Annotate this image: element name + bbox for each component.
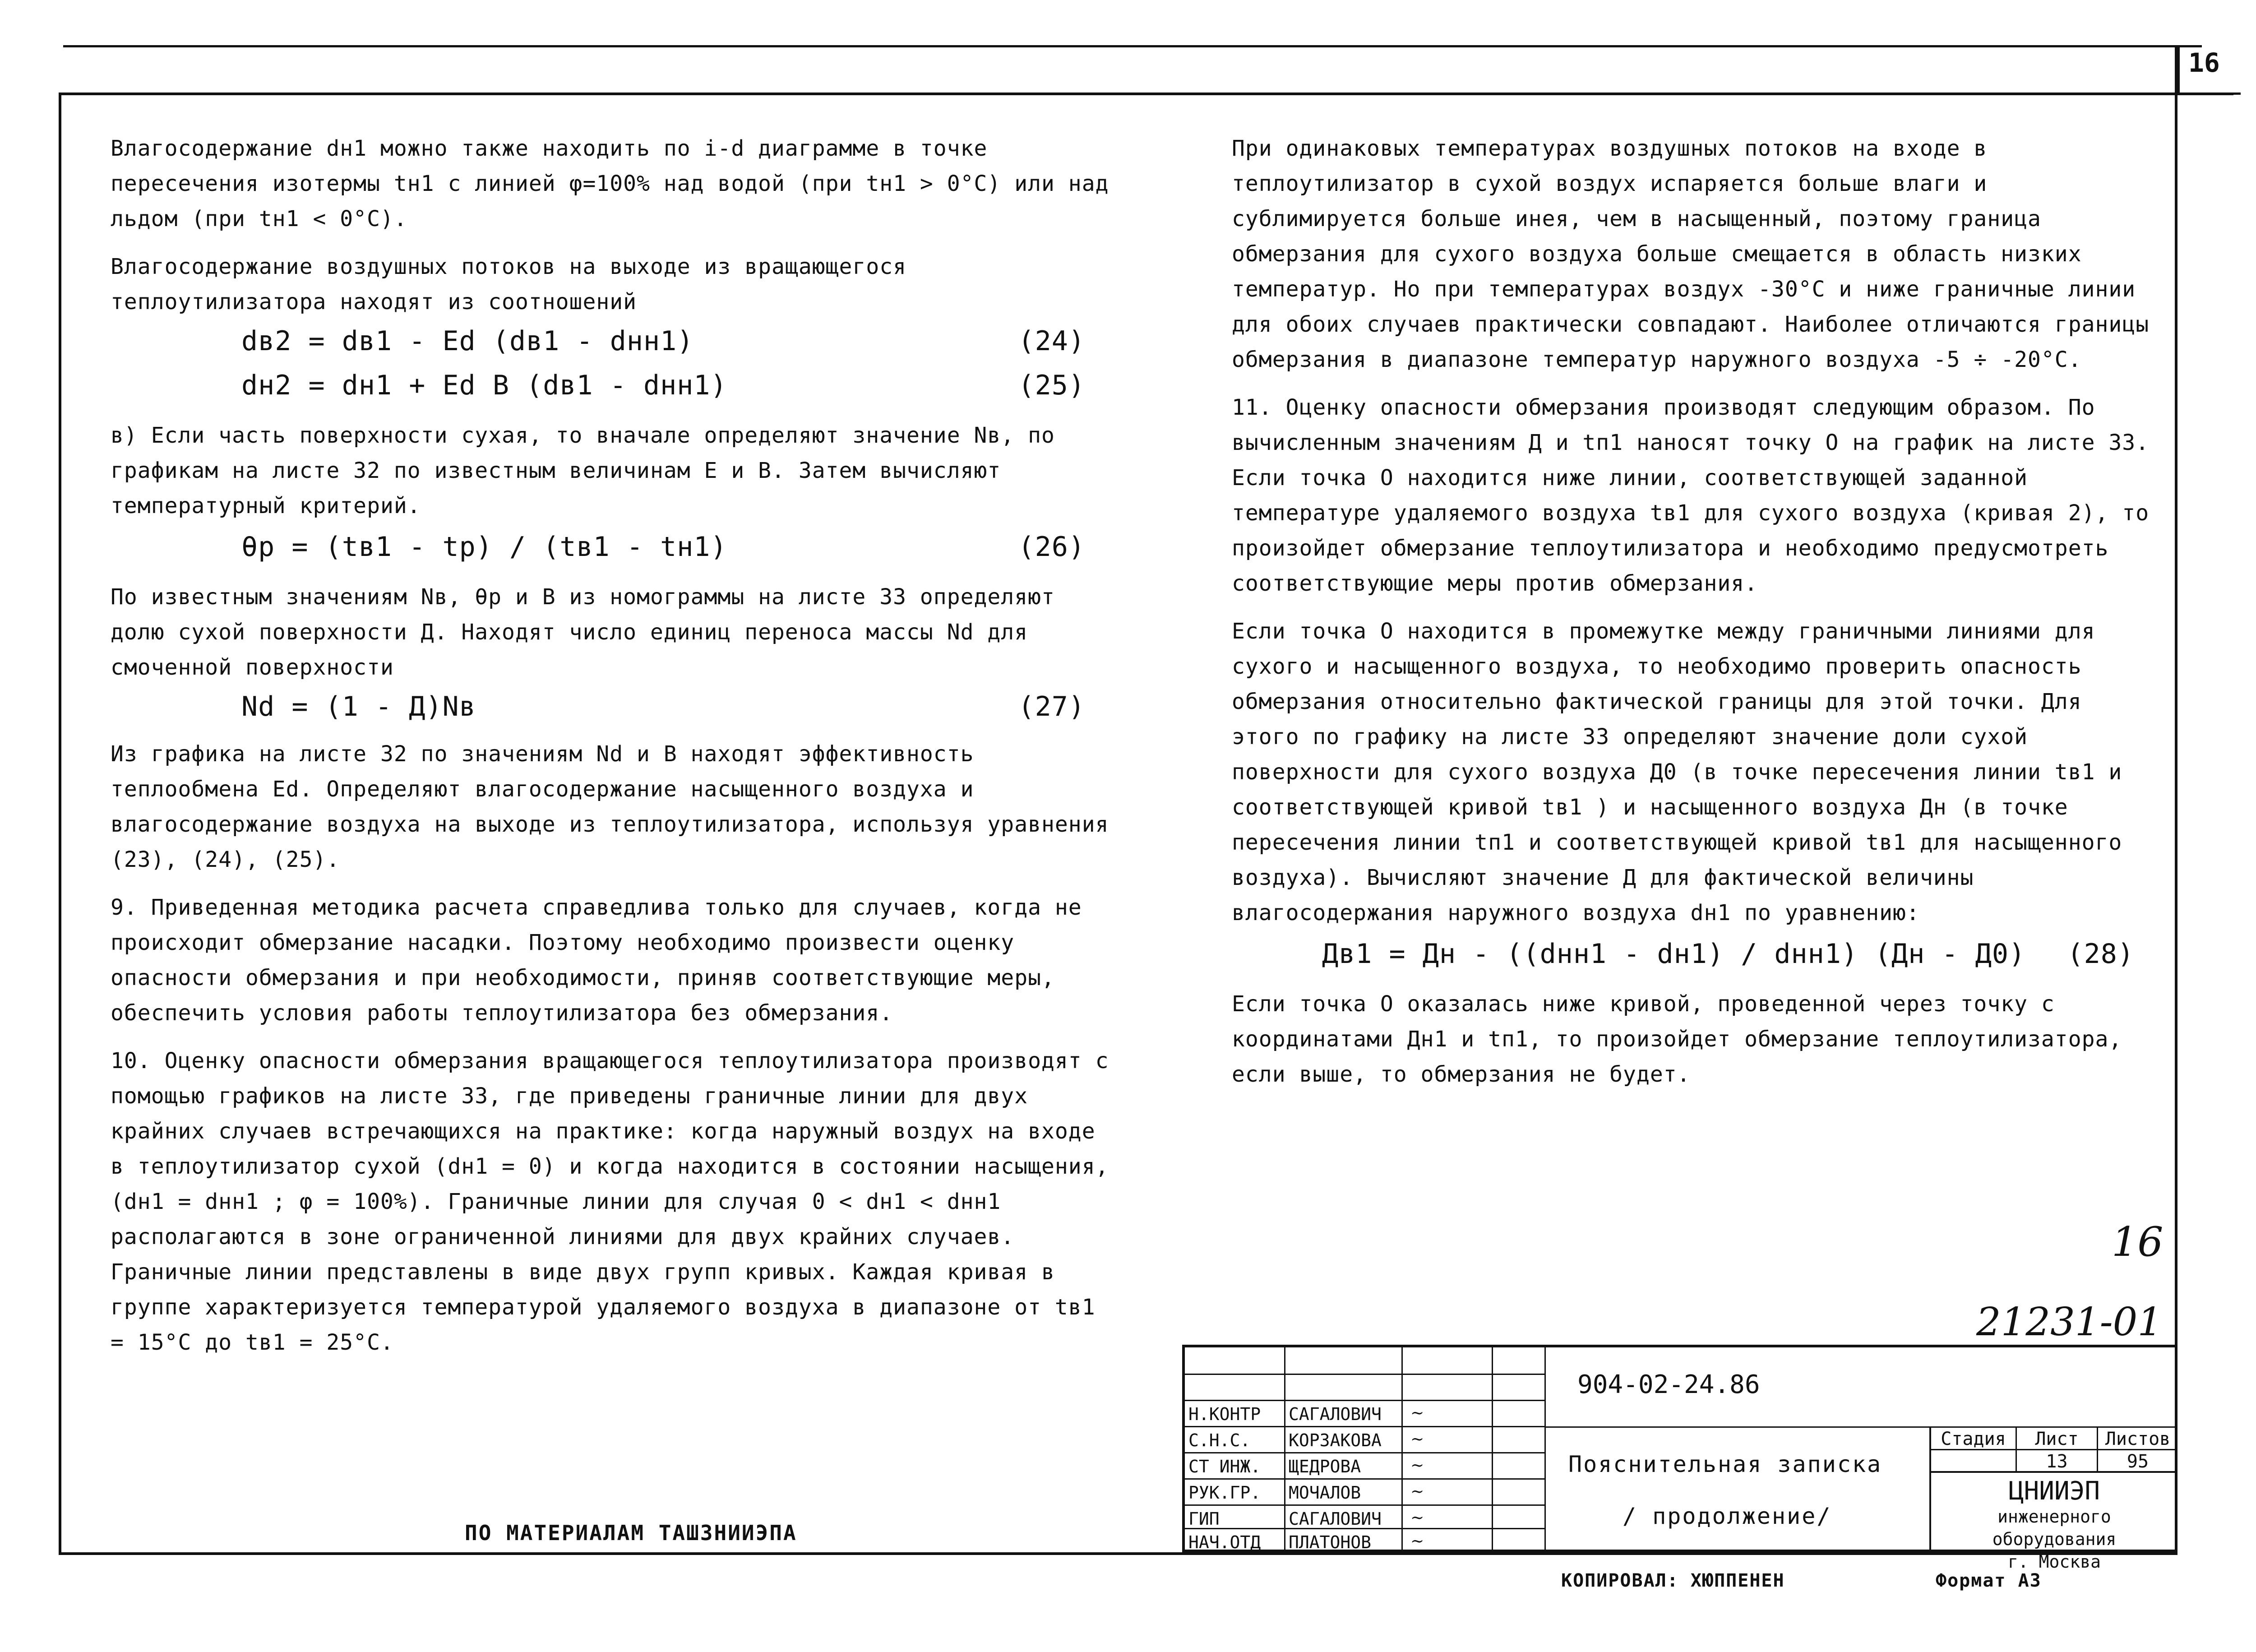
formula-expression: Дв1 = Дн - ((dнн1 - dн1) / dнн1) (Дн - Д0) — [1322, 938, 2026, 970]
organization — [1931, 1477, 2177, 1573]
organization-city: г. Москва — [2008, 1552, 2101, 1572]
signature-mark: ~ — [1410, 1430, 1424, 1448]
frame-top-border — [59, 93, 2233, 95]
right-text-column — [1232, 131, 2161, 1105]
document-code: 904-02-24.86 — [1577, 1370, 1760, 1399]
frame-right-border — [2175, 45, 2177, 1555]
paragraph: Влагосодержание dн1 можно также находить по i-d диаграмме в точке пересечения изотермы tн1 с линией φ=100% над водой (при tн1 > 0°C) или над льдом (при tн1 < 0°C). — [111, 136, 1123, 231]
formula-28 — [1232, 935, 2161, 973]
person-name: МОЧАЛОВ — [1289, 1483, 1361, 1503]
sheet-number: 16 — [2188, 47, 2220, 78]
role-label: Н.КОНТР — [1188, 1404, 1261, 1424]
signature-mark: ~ — [1410, 1482, 1424, 1501]
formula-expression: dв2 = dв1 - Ed (dв1 - dнн1) — [241, 325, 694, 357]
role-label: НАЧ.ОТД — [1188, 1532, 1261, 1552]
sheets-value: 95 — [2098, 1450, 2177, 1473]
paper-format: Формат А3 — [1936, 1570, 2042, 1591]
table-divider — [1492, 1347, 1493, 1555]
formula-expression: θр = (tв1 - tр) / (tв1 - tн1) — [241, 531, 727, 563]
sheets-label: Листов — [2098, 1428, 2177, 1450]
paragraph: 11. Оценку опасности обмерзания производят следующим образом. По вычисленным значениям Д и tп1 наносят точку О на график на листе 33. Если точка О находится ниже линии, соответствующей заданной температуре удаляемого воздуха tв1 для сухого воздуха (кривая 2), то произойдет обмерзание теплоутилизатора и необходимо предусмотреть соответствующие меры против обмерзания. — [1232, 395, 2163, 596]
paragraph: Если точка О находится в промежутке между граничными линиями для сухого и насыщенного воздуха, то необходимо проверить опасность обмерзания относительно фактической границы для этой точки. Для этого по графику на листе 33 определяют значение доли сухой поверхности для сухого воздуха Д0 (в точке пересечения линии tв1 и соответствующей кривой tв1 ) и насыщенного воздуха Дн (в точке пересечения линии tп1 и соответствующей кривой tв1 для насыщенного воздуха). Вычисляют значение Д для фактической величины влагосодержания наружного воздуха dн1 по уравнению: — [1232, 619, 2136, 925]
paragraph: 9. Приведенная методика расчета справедлива только для случаев, когда не происходит обмерзание насадки. Поэтому необходимо произвести оценку опасности обмерзания и при необходимости, приняв соответствующие меры, обеспечить условия работы теплоутилизатора без обмерзания. — [111, 895, 1096, 1026]
organization-line: инженерного оборудования — [1992, 1507, 2117, 1549]
formula-24 — [111, 322, 1112, 360]
formula-expression: dн2 = dн1 + Ed B (dв1 - dнн1) — [241, 370, 727, 401]
formula-number: (27) — [1018, 691, 1085, 722]
document-subtitle: / продолжение/ — [1623, 1503, 1832, 1529]
document-title: Пояснительная записка — [1568, 1451, 1882, 1477]
formula-expression: Nd = (1 - Д)Nв — [241, 691, 476, 722]
formula-number: (25) — [1018, 370, 1085, 401]
signature-mark: ~ — [1410, 1404, 1424, 1422]
handwritten-sheet-number: 16 — [2112, 1218, 2164, 1266]
signature-mark: ~ — [1410, 1532, 1424, 1550]
frame-left-border — [59, 93, 61, 1555]
sheet-value: 13 — [2017, 1450, 2098, 1473]
sheet-label: Лист — [2017, 1428, 2098, 1450]
formula-number: (28) — [2067, 938, 2134, 970]
left-text-column — [111, 131, 1123, 1373]
source-note: ПО МАТЕРИАЛАМ ТАШЗНИИЭПА — [465, 1521, 797, 1545]
person-name: ЩЕДРОВА — [1289, 1457, 1361, 1476]
role-label: ГИП — [1188, 1509, 1220, 1529]
formula-number: (24) — [1018, 325, 1085, 357]
paragraph: По известным значениям Nв, θр и B из номограммы на листе 33 определяют долю сухой поверхности Д. Находят число единиц переноса массы Nd для смоченной поверхности — [111, 584, 1068, 680]
copied-by: КОПИРОВАЛ: ХЮППЕНЕН — [1561, 1570, 1785, 1591]
frame-bottom-border — [59, 1552, 2177, 1555]
formula-26 — [111, 528, 1112, 566]
signature-mark: ~ — [1410, 1456, 1424, 1475]
role-label: РУК.ГР. — [1188, 1483, 1261, 1503]
table-divider — [1401, 1347, 1403, 1555]
handwritten-archive-code: 21231-01 — [1976, 1300, 2163, 1345]
table-divider — [1544, 1347, 1546, 1555]
paragraph: Влагосодержание воздушных потоков на выходе из вращающегося теплоутилизатора находят из соотношений — [111, 254, 920, 315]
role-label: СТ ИНЖ. — [1188, 1457, 1261, 1476]
formula-25 — [111, 366, 1112, 404]
top-rule — [63, 45, 2202, 47]
role-label: С.Н.С. — [1188, 1430, 1251, 1450]
paragraph: 10. Оценку опасности обмерзания вращающегося теплоутилизатора производят с помощью графиков на листе 33, где приведены граничные линии для двух крайних случаев встречающихся на практике: когда наружный воздух на входе в теплоутилизатор сухой (dн1 = 0) и когда находится в состоянии насыщения,(dн1 = dнн1 ; φ = 100%). Граничные линии для случая 0 < dн1 < dнн1 располагаются в зоне ограниченной линиями для двух крайних случаев. Граничные линии представлены в виде двух групп кривых. Каждая кривая в группе характеризуется температурой удаляемого воздуха в диапазоне от tв1 = 15°C до tв1 = 25°C. — [111, 1048, 1123, 1355]
sheet-info-block — [1929, 1428, 2177, 1572]
formula-number: (26) — [1018, 531, 1085, 563]
organization-name: ЦНИИЭП — [2008, 1476, 2100, 1506]
person-name: САГАЛОВИЧ — [1289, 1509, 1382, 1529]
signature-table — [1185, 1347, 1546, 1555]
title-block — [1182, 1345, 2177, 1572]
person-name: САГАЛОВИЧ — [1289, 1404, 1382, 1424]
paragraph: При одинаковых температурах воздушных потоков на входе в теплоутилизатор в сухой воздух испаряется больше влаги и сублимируется больше инея, чем в насыщенный, поэтому граница обмерзания для сухого воздуха больше смещается в область низких температур. Но при температурах воздух -30°C и ниже граничные линии для обоих случаев практически совпадают. Наиболее отличаются границы обмерзания в диапазоне температур наружного воздуха -5 ÷ -20°C. — [1232, 136, 2163, 372]
person-name: ПЛАТОНОВ — [1289, 1532, 1372, 1552]
formula-27 — [111, 688, 1112, 726]
table-divider — [1284, 1347, 1285, 1555]
paragraph: Если точка О оказалась ниже кривой, проведенной через точку с координатами Дн1 и tп1, то произойдет обмерзание теплоутилизатора, если выше, то обмерзания не будет. — [1232, 991, 2136, 1087]
stage-value — [1931, 1450, 2017, 1473]
paragraph: в) Если часть поверхности сухая, то вначале определяют значение Nв, по графикам на листе 32 по известным величинам E и B. Затем вычисляют температурный критерий. — [111, 423, 1068, 518]
stage-label: Стадия — [1931, 1428, 2017, 1450]
signature-mark: ~ — [1410, 1509, 1424, 1527]
paragraph: Из графика на листе 32 по значениям Nd и B находят эффективность теплообмена Ed. Определяют влагосодержание насыщенного воздуха и влагосодержание воздуха на выходе из теплоутилизатора, используя уравнения (23), (24), (25). — [111, 741, 1123, 872]
person-name: КОРЗАКОВА — [1289, 1430, 1382, 1450]
